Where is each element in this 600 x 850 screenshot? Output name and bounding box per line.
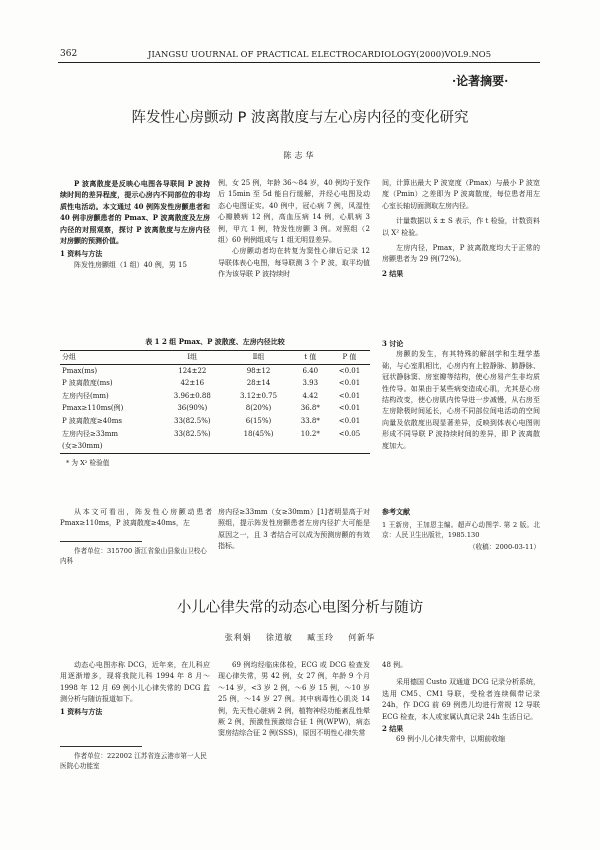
paragraph: 动态心电图亦称 DCG，近年来，在儿科应用逐渐增多，现将我院儿科 1994 年 8 月～1998 年 12 月 69 例小儿心律失常的 DCG 监测分析与随访报道如下。 (60, 661, 210, 704)
reference-item: 1 王新房，王加恩主编。超声心动图学. 第 2 版。北京：人民卫生出版社，1985.130 (382, 521, 540, 540)
table-header-cell: P 值 (342, 353, 357, 361)
column-3-top (382, 178, 540, 279)
table-cell: 124±22 (178, 366, 207, 375)
paragraph: 计量数据以 x̄ ± S 表示，作 t 检验，计数资料以 X² 检验。 (382, 217, 540, 237)
table-row (60, 377, 370, 390)
section-heading: 1 资料与方法 (60, 249, 103, 259)
article-authors: 张利娟 徐道敏 臧玉玲 何新华 (224, 633, 376, 642)
references (382, 507, 540, 552)
data-table (60, 350, 370, 467)
table-cell: 10.2* (300, 429, 320, 438)
table-cell: 98±12 (246, 366, 271, 375)
table-cell: <0.01 (338, 379, 361, 388)
table-cell: 左房内径(mm) (62, 391, 109, 400)
article2-column-3 (382, 660, 540, 746)
received-date: （收稿：2000-03-11） (469, 542, 540, 551)
table-cell: 左房内径≥33mm (62, 429, 119, 438)
table-cell: 3.96±0.88 (173, 391, 211, 400)
abstract-paragraph: P 波离散度是反映心电图各导联间 P 波持续时间的差异程度，提示心房内不同部位的非均质性电活动。本文通过 40 例阵发性房颤患者和 40 例非房颤患者的 Pmax、P 波离散度及左房内径的对照观察，探讨 P 波离散度与左房内径对房颤的预测价值。 (60, 179, 210, 246)
paragraph: 间，计算出最大 P 波宽度（Pmax）与最小 P 波宽度（Pmin）之差即为 P 波离散度，每位患者用左心室长轴切面测取左房内径。 (382, 179, 540, 210)
table-cell: Pmax(ms) (62, 366, 98, 375)
section-heading: 1 资料与方法 (60, 706, 103, 716)
footnote-rule (60, 746, 142, 747)
article-title: 阵发性心房颤动 P 波离散度与左心房内径的变化研究 (131, 110, 469, 126)
section-heading: 3 讨论 (382, 339, 404, 348)
table-cell (329, 440, 370, 453)
author-unit: 作者单位：315700 浙江省象山县象山卫校心内科 (60, 547, 207, 566)
table-header-cell: t 值 (304, 353, 317, 361)
table-header-cell: 分组 (62, 353, 76, 361)
paragraph: 69 例小儿心律失常中，以期前收缩 (396, 735, 506, 744)
table-cell: <0.01 (338, 391, 361, 400)
paragraph: 例，女 25 例，年龄 36～84 岁，40 例均于发作后 15min 至 5d 能自行缓解，并经心电图及动态心电图证实。40 例中，冠心病 7 例，风湿性心瓣膜病 12 例，高血压病 14 例，心肌病 3 例，甲亢 1 例，特发性房颤 3 例。对照组（2 组）60 例例组成与 1 组无明显差异。 (218, 179, 370, 245)
references-heading: 参考文献 (382, 507, 410, 516)
author-unit: 作者单位：222002 江苏省连云港市第一人民医院心功能室 (60, 752, 207, 771)
table-cell: 28±14 (246, 379, 271, 388)
table-row (60, 402, 370, 415)
table-row (60, 390, 370, 403)
table-cell: <0.05 (338, 429, 361, 438)
article2-column-2 (218, 660, 370, 740)
table-header-cell: Ⅰ组 (187, 353, 198, 361)
paragraph: 阵发性房颤组（1 组）40 例，男 15 (74, 260, 187, 269)
table-cell: 3.93 (302, 379, 319, 388)
column-1-top (60, 178, 210, 271)
article-title: 小儿心律失常的动态心电图分析与随访 (176, 600, 424, 616)
paragraph: 从本文可看出，阵发性心房颤动患者 Pmax≥110ms，P 波离散度≥40ms，左 (60, 508, 212, 528)
header-rule (58, 62, 540, 63)
table-cell: 33(82.5%) (174, 416, 211, 425)
table-row (60, 428, 370, 441)
table-caption: 表 1 2 组 Pmax、P 波散度、左房内径比较 (145, 337, 285, 346)
paragraph: 采用德国 Custo 双通道 DCG 记录分析系统，选用 CM5、CM1 导联，受检者连续佩带记录 24h，作 DCG 前 69 例患儿均进行常规 12 导联 ECG 检查，本人或家属认真记录 24h 生活日记。 (382, 678, 540, 721)
table-cell (225, 440, 291, 453)
table-cell (292, 440, 329, 453)
table-cell: <0.01 (338, 416, 361, 425)
table-cell: 33.8* (300, 416, 320, 425)
paragraph: 48 例。 (382, 661, 408, 669)
table-footnote: * 为 X² 检验值 (66, 458, 110, 467)
table-cell: 33(82.5%) (174, 429, 211, 438)
section-heading: 2 结果 (382, 724, 404, 734)
table-row (60, 364, 370, 377)
table-cell: 8(20%) (245, 404, 272, 413)
table-cell: 18(45%) (243, 429, 274, 438)
table-cell: 4.42 (302, 391, 319, 400)
table-header-cell: Ⅱ组 (252, 353, 265, 361)
table-cell: <0.01 (338, 404, 361, 413)
article-author: 陈志华 (283, 151, 317, 160)
section-label: ·论著摘要· (452, 74, 509, 88)
journal-running-head: JIANGSU UOURNAL OF PRACTICAL ELECTROCARDIOLOGY(2000)VOL9.NO5 (148, 49, 492, 59)
table-cell: P 波离散度≥40ms (62, 416, 122, 425)
paragraph: 左房内径，Pmax，P 波离散度均大于正常的房颤患者为 29 例(72%)。 (382, 244, 540, 264)
table-cell: <0.01 (338, 366, 361, 375)
column-2-bottom (218, 507, 370, 553)
table-cell: 36.8* (300, 404, 320, 413)
table-cell: 6(15%) (245, 416, 272, 425)
section-heading: 2 结果 (382, 268, 404, 278)
table-cell: 6.40 (302, 366, 319, 375)
table-cell: 36(90%) (177, 404, 208, 413)
table-cell: 3.12±0.75 (240, 391, 278, 400)
footnote-rule (60, 541, 142, 542)
paragraph: 心房颤动者均在转复为窦性心律后记录 12 导联体表心电图，每导联测 3 个 P 波，取平均值作为该导联 P 波持续时 (218, 247, 370, 279)
table-cell: (女≥30mm) (62, 442, 103, 451)
page-number: 362 (60, 49, 78, 59)
paragraph: 69 例均经临床体检，ECG 或 DCG 检查发现心律失常，男 42 例，女 27 例，年龄 9 个月～14 岁，<3 岁 2 例，～6 岁 15 例，～10 岁 25 例，～14 岁 27 例。其中病毒性心肌炎 14 例，先天性心脏病 2 例，植物神经功能紊乱性晕厥 2 例，预激性预激综合征 1 例(WPW)，病态窦房结综合征 2 例(SSS)，原因不明性心律失常 (218, 661, 370, 738)
table-cell: P 波离散度(ms) (62, 379, 113, 388)
table-cell: 42±16 (180, 379, 205, 388)
table-row (60, 415, 370, 428)
table-cell: Pmax≥110ms(例) (62, 404, 124, 413)
column-3-discussion (382, 338, 540, 452)
table-row (60, 440, 370, 453)
column-1-bottom (60, 507, 212, 530)
article2-column-1 (60, 660, 210, 717)
paragraph: 房内径≥33mm（女≥30mm）[1]者明显高于对照组，提示阵发性房颤患者左房内径扩大可能是原因之一，且 3 者结合可以成为预测房颤的有效指标。 (218, 508, 370, 551)
column-2-top (218, 178, 370, 281)
table-cell (159, 440, 225, 453)
paragraph: 房颤的发生，有其特殊的解剖学和生理学基础，与心室肌相比，心房内有上腔静脉、肺静脉、冠状静脉窦、房室瓣等结构，使心房易产生非均质性传导。如果由于某些病变造成心肌，尤其是心房结构改变，使心房肌内传导进一步减慢，从右房至左房除极时间延长，心房不同部位间电活动的空间向量及依散度出现显著差异，反映到体表心电图则形成不同导联 P 波持续时间的差异，即 P 波离散度加大。 (382, 350, 540, 450)
